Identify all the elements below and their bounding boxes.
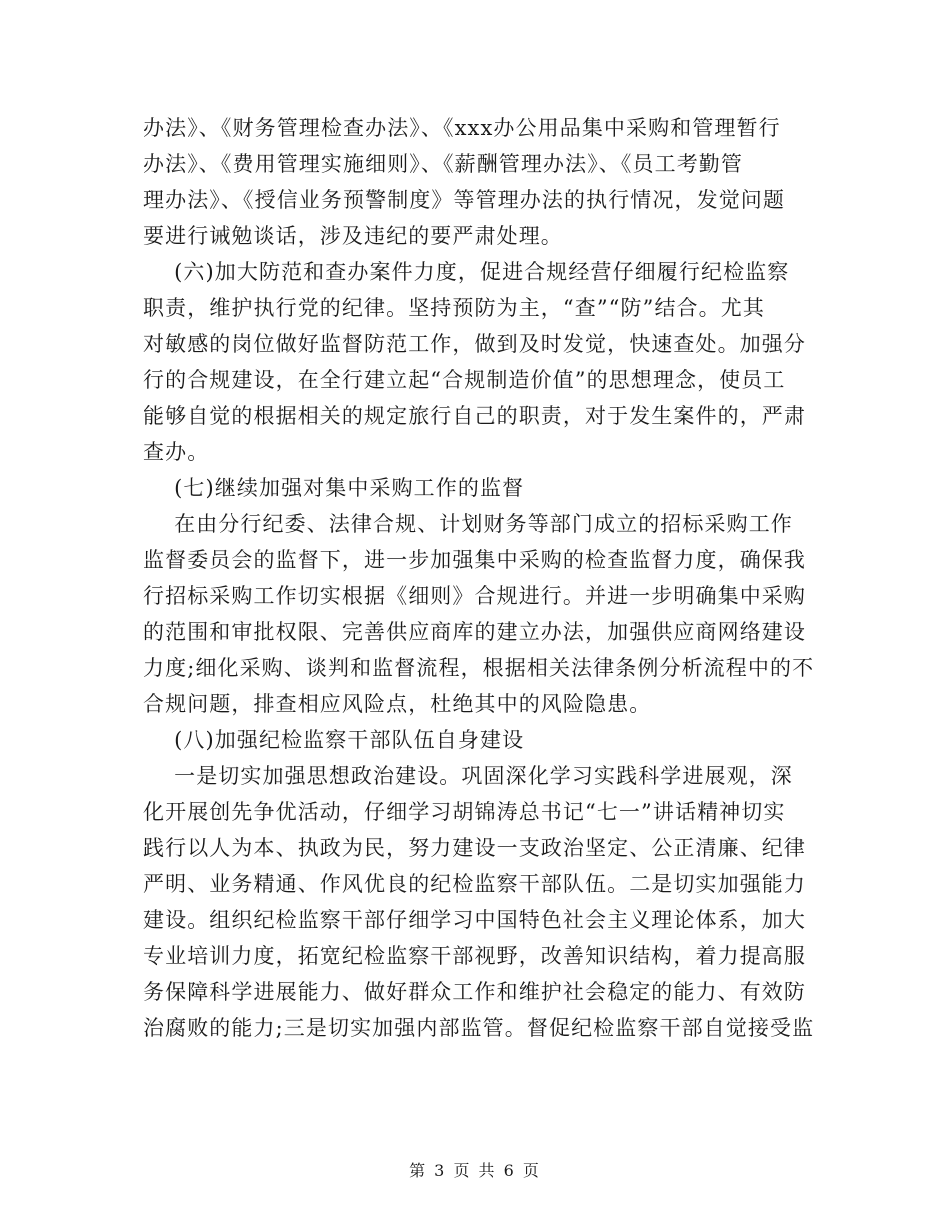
section-heading-8: (八)加强纪检监察干部队伍自身建设 (143, 728, 525, 752)
text-line: 能够自觉的根据相关的规定旅行自己的职责，对于发生案件的，严肃 (143, 404, 806, 428)
text-line: 监督委员会的监督下，进一步加强集中采购的检查监督力度，确保我 (143, 548, 806, 572)
text-line: 务保障科学进展能力、做好群众工作和维护社会稳定的能力、有效防 (143, 980, 806, 1004)
text-line: 专业培训力度，拓宽纪检监察干部视野，改善知识结构，着力提高服 (143, 944, 806, 968)
text-line: 治腐败的能力;三是切实加强内部监管。督促纪检监察干部自觉接受监 (143, 1016, 815, 1040)
text-line: 的范围和审批权限、完善供应商库的建立办法，加强供应商网络建设 (143, 620, 806, 644)
section-heading-7: (七)继续加强对集中采购工作的监督 (143, 476, 525, 500)
page-number-footer: 第 3 页 共 6 页 (409, 1161, 541, 1180)
text-line: 查办。 (143, 440, 210, 464)
text-line: 严明、业务精通、作风优良的纪检监察干部队伍。二是切实加强能力 (143, 872, 806, 896)
text-line: 职责，维护执行党的纪律。坚持预防为主，“查”“防”结合。尤其 (143, 296, 765, 320)
text-line: 要进行诫勉谈话，涉及违纪的要严肃处理。 (143, 224, 563, 248)
text-line: 行的合规建设，在全行建立起“合规制造价值”的思想理念，使员工 (143, 368, 786, 392)
section-heading-6: (六)加大防范和查办案件力度，促进合规经营仔细履行纪检监察 (143, 260, 790, 284)
text-line: 践行以人为本、执政为民，努力建设一支政治坚定、公正清廉、纪律 (143, 836, 806, 860)
text-line: 建设。组织纪检监察干部仔细学习中国特色社会主义理论体系，加大 (143, 908, 806, 932)
document-body (143, 110, 815, 1046)
text-line: 理办法》、《授信业务预警制度》等管理办法的执行情况，发觉问题 (143, 188, 785, 212)
text-line: 在由分行纪委、法律合规、计划财务等部门成立的招标采购工作 (143, 512, 793, 536)
text-line: 一是切实加强思想政治建设。巩固深化学习实践科学进展观，深 (143, 764, 793, 788)
text-line: 办法》、《财务管理检查办法》、《xxx办公用品集中采购和管理暂行 (143, 116, 781, 140)
text-line: 合规问题，排查相应风险点，杜绝其中的风险隐患。 (143, 692, 652, 716)
text-line: 对敏感的岗位做好监督防范工作，做到及时发觉，快速查处。加强分 (143, 332, 806, 356)
text-line: 力度;细化采购、谈判和监督流程，根据相关法律条例分析流程中的不 (143, 656, 815, 680)
text-line: 化开展创先争优活动，仔细学习胡锦涛总书记“七一”讲话精神切实 (143, 800, 786, 824)
text-line: 办法》、《费用管理实施细则》、《薪酬管理办法》、《员工考勤管 (143, 152, 743, 176)
text-line: 行招标采购工作切实根据《细则》合规进行。并进一步明确集中采购 (143, 584, 806, 608)
